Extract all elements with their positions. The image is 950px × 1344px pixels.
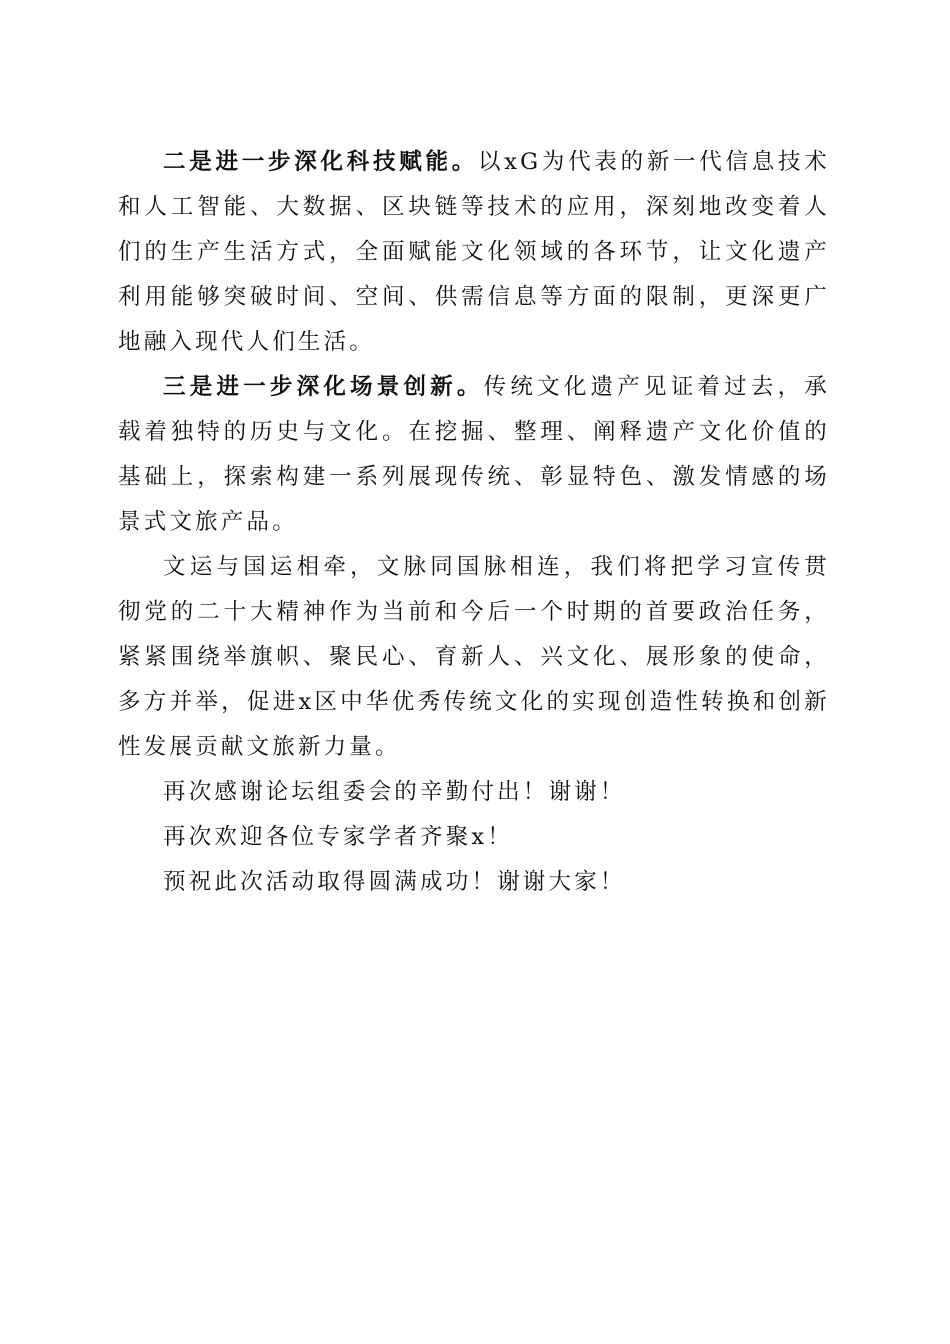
paragraph-text: 传统文化遗产见证着过去，承载着独特的历史与文化。在挖掘、整理、阐释遗产文化价值的基础上，探索构建一系列展现传统、彰显特色、激发情感的场景式文旅产品。 bbox=[118, 374, 830, 535]
paragraph-culture-mission bbox=[118, 545, 830, 770]
paragraph-text: 文运与国运相牵，文脉同国脉相连，我们将把学习宣传贯彻党的二十大精神作为当前和今后一个时期的首要政治任务，紧紧围绕举旗帜、聚民心、育新人、兴文化、展形象的使命，多方并举，促进x区中华优秀传统文化的实现创造性转换和创新性发展贡献文旅新力量。 bbox=[118, 554, 830, 760]
paragraph-scene-innovation bbox=[118, 365, 830, 545]
paragraph-tech-empowerment bbox=[118, 140, 830, 365]
closing-line-welcome: 再次欢迎各位专家学者齐聚x！ bbox=[163, 824, 513, 850]
closing-line-thanks: 再次感谢论坛组委会的辛勤付出！谢谢！ bbox=[163, 779, 626, 805]
closing-line-wishes: 预祝此次活动取得圆满成功！谢谢大家！ bbox=[163, 869, 626, 895]
paragraph-lead: 二是进一步深化科技赋能。 bbox=[163, 149, 478, 175]
paragraph-text: 以xG为代表的新一代信息技术和人工智能、大数据、区块链等技术的应用，深刻地改变着人们的生产生活方式，全面赋能文化领域的各环节，让文化遗产利用能够突破时间、空间、供需信息等方面的限制，更深更广地融入现代人们生活。 bbox=[118, 149, 830, 355]
document-body bbox=[118, 140, 830, 905]
paragraph-lead: 三是进一步深化场景创新。 bbox=[163, 374, 484, 400]
